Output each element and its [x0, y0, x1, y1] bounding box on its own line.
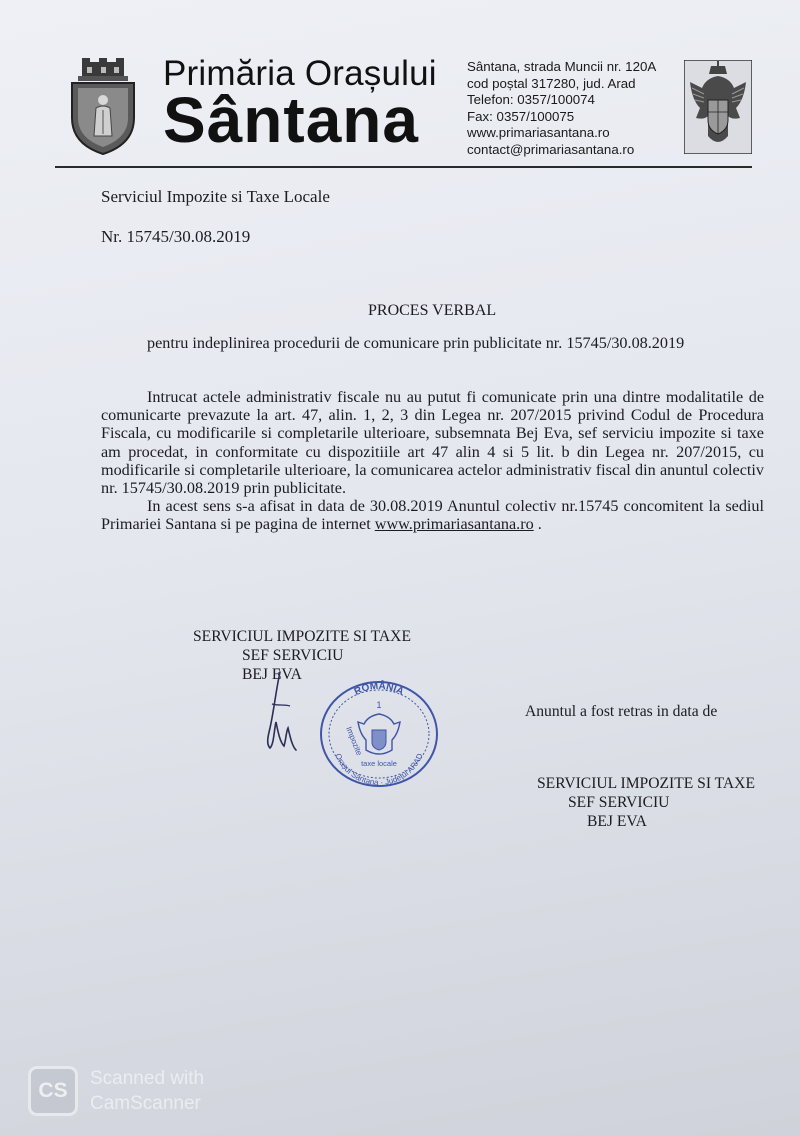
left-signature-person: BEJ EVA: [242, 666, 302, 683]
municipality-title-line1: Primăria Orașului: [163, 54, 437, 93]
municipality-title-line2: Sântana: [163, 84, 419, 156]
document-body: [101, 388, 764, 534]
retraction-note: Anuntul a fost retras in data de: [525, 703, 718, 720]
santana-coat-of-arms-icon: [68, 58, 138, 156]
right-signature-person: BEJ EVA: [587, 813, 647, 830]
body-paragraph-2: [101, 497, 764, 533]
official-stamp: [316, 678, 442, 790]
stamp-number: 1: [376, 700, 382, 710]
contact-postal-code: cod poștal 317280, jud. Arad: [467, 75, 636, 91]
contact-fax: Fax: 0357/100075: [467, 108, 575, 124]
romania-coat-of-arms-icon: [684, 60, 752, 154]
paragraph-2-text: In acest sens s-a afisat in data de 30.08.2019 Anuntul colectiv nr.15745 concomitent la sediul Primariei Santana si pe pagina de internet: [101, 497, 764, 534]
contact-email: contact@primariasantana.ro: [467, 141, 635, 157]
website-link[interactable]: www.primariasantana.ro: [374, 515, 534, 534]
stamp-left-text: Impozite: [344, 725, 364, 757]
handwritten-signature: [258, 670, 306, 754]
watermark-line1: Scanned with: [90, 1068, 205, 1089]
left-signature-department: SERVICIUL IMPOZITE SI TAXE: [193, 628, 411, 645]
stamp-top-text: ROMÂNIA: [352, 680, 406, 698]
watermark-line2: CamScanner: [90, 1093, 201, 1114]
camscanner-logo-text: CS: [38, 1079, 68, 1102]
document-subtitle: pentru indeplinirea procedurii de comunicare prin publicitate nr. 15745/30.08.2019: [147, 334, 685, 352]
stamp-middle-text: taxe locale: [361, 759, 397, 768]
camscanner-watermark: [90, 1066, 204, 1116]
right-signature-role: SEF SERVICIU: [568, 794, 670, 811]
paragraph-2-end: .: [533, 515, 542, 534]
contact-phone: Telefon: 0357/100074: [467, 92, 595, 108]
contact-block: [467, 59, 656, 159]
body-paragraph-1: Intrucat actele administrativ fiscale nu au putut fi comunicate prin una dintre modalitatile de comunicarte prevazute la art. 47, alin. 1, 2, 3 din Legea nr. 207/2015 privind Codul de Procedura Fiscala, cu modificarile si completarile ulterioare, subsemnata Bej Eva, sef serviciu impozite si taxe am procedat, in conformitate cu dispozitiile art 47 alin 4 si 5 lit. b din Legea nr. 207/2015, cu modificarile si completarile ulterioare, la comunicarea actelor administrativ fiscal din anuntul colectiv nr. 15745/30.08.2019 prin publicitate.: [101, 388, 764, 498]
stamp-bottom-text: Orașul Sântana · Județul ARAD: [333, 752, 425, 788]
contact-address: Sântana, strada Muncii nr. 120A: [467, 59, 657, 74]
department-name: Serviciul Impozite si Taxe Locale: [101, 187, 330, 206]
contact-website: www.primariasantana.ro: [467, 125, 610, 141]
camscanner-logo-icon: [28, 1066, 78, 1116]
header-divider: [55, 166, 752, 168]
registration-number: Nr. 15745/30.08.2019: [101, 227, 251, 246]
right-signature-department: SERVICIUL IMPOZITE SI TAXE: [537, 775, 755, 792]
left-signature-role: SEF SERVICIU: [242, 647, 344, 664]
document-title: PROCES VERBAL: [368, 302, 497, 319]
